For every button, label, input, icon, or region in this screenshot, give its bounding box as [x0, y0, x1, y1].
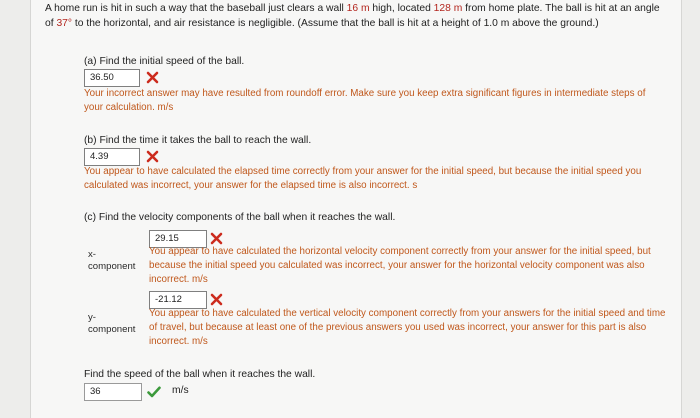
correct-check-icon [147, 386, 161, 398]
part-a-answer-field[interactable]: 36.50 [84, 69, 140, 87]
incorrect-x-icon [146, 150, 159, 163]
part-b-feedback: You appear to have calculated the elapsed time correctly from your answer for the initial speed, but because the initial speed you calculated was incorrect, your answer for the elapsed time is also incorrect. s [84, 166, 642, 191]
speed-question: Find the speed of the ball when it reaches the wall. [84, 369, 316, 380]
speed-answer-field[interactable]: 36 [84, 383, 142, 401]
part-b-answer-field[interactable]: 4.39 [84, 148, 140, 166]
x-component-label-word: component [88, 261, 136, 272]
x-component-label-prefix: x- [88, 249, 96, 260]
x-component-answer-field[interactable]: 29.15 [149, 230, 207, 248]
problem-statement [45, 1, 660, 31]
part-b-question: (b) Find the time it takes the ball to reach the wall. [84, 135, 312, 146]
wall-height-value: 16 m [346, 3, 370, 14]
incorrect-x-icon [146, 71, 159, 84]
y-component-label-word: component [88, 324, 136, 335]
wall-distance-value: 128 m [433, 3, 463, 14]
problem-text-2: high, located [369, 3, 434, 14]
problem-text-1: A home run is hit in such a way that the baseball just clears a wall [45, 3, 347, 14]
part-a-question: (a) Find the initial speed of the ball. [84, 56, 245, 67]
part-c-question: (c) Find the velocity components of the ball when it reaches the wall. [84, 212, 396, 223]
y-component-answer-field[interactable]: -21.12 [149, 291, 207, 309]
y-component-label-prefix: y- [88, 312, 96, 323]
x-component-feedback: You appear to have calculated the horizontal velocity component correctly from your answer for the initial speed, but because the initial speed you calculated was incorrect, your answer for the horizontal velocity component was also incorrect. m/s [149, 246, 651, 285]
problem-text-3: from home plate. The ball is hit at an angle of [45, 3, 660, 29]
y-component-feedback: You appear to have calculated the vertical velocity component correctly from your answers for the initial speed and time of travel, but because at least one of the previous answers you used was incorrect, your answer for this part is also incorrect. m/s [149, 308, 666, 347]
part-a-feedback: Your incorrect answer may have resulted from roundoff error. Make sure you keep extra significant figures in intermediate steps of your calculation. m/s [84, 88, 646, 113]
problem-text-4: to the horizontal, and air resistance is negligible. (Assume that the ball is hit at a height of 1.0 m above the ground.) [72, 18, 599, 29]
incorrect-x-icon [210, 232, 223, 245]
incorrect-x-icon [210, 293, 223, 306]
angle-value: 37° [56, 18, 73, 29]
speed-unit: m/s [172, 385, 189, 396]
